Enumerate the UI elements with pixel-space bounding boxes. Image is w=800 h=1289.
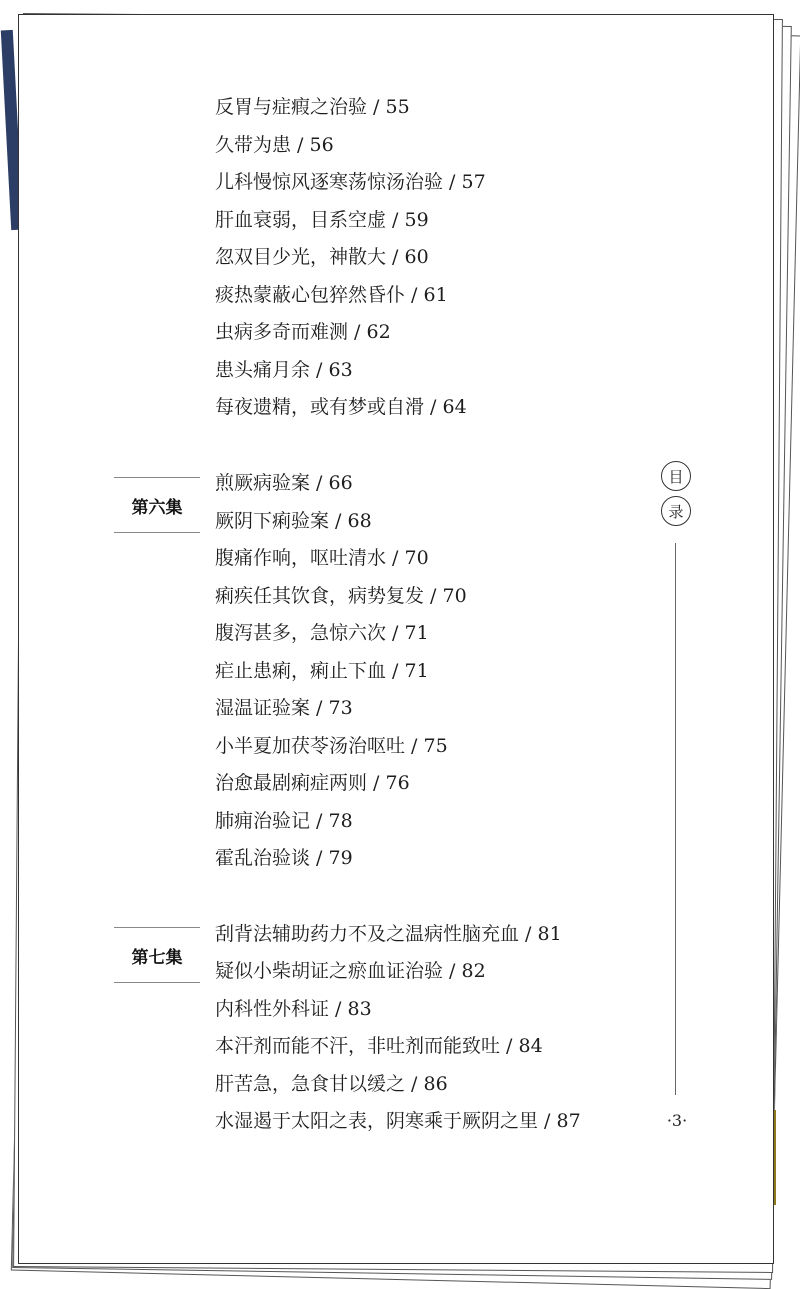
side-rule xyxy=(675,543,676,1095)
toc-entry: 厥阴下痢验案 / 68 xyxy=(215,510,372,532)
toc-entry: 虫病多奇而难测 / 62 xyxy=(215,321,391,343)
toc-entry: 忽双目少光，神散大 / 60 xyxy=(215,246,429,268)
toc-entry: 内科性外科证 / 83 xyxy=(215,998,372,1020)
toc-entry: 痢疾任其饮食，病势复发 / 70 xyxy=(215,585,467,607)
toc-entry: 疟止患痢，痢止下血 / 71 xyxy=(215,660,429,682)
toc-entry: 湿温证验案 / 73 xyxy=(215,697,353,719)
toc-entry: 腹痛作响，呕吐清水 / 70 xyxy=(215,547,429,569)
toc-entry: 痰热蒙蔽心包猝然昏仆 / 61 xyxy=(215,284,448,306)
toc-entry: 煎厥病验案 / 66 xyxy=(215,472,353,494)
toc-entry: 霍乱治验谈 / 79 xyxy=(215,847,353,869)
section-heading-6: 第六集 xyxy=(114,477,200,533)
toc-entry: 反胃与症瘕之治验 / 55 xyxy=(215,96,410,118)
toc-entry: 腹泻甚多，急惊六次 / 71 xyxy=(215,622,429,644)
toc-entry: 儿科慢惊风逐寒荡惊汤治验 / 57 xyxy=(215,171,486,193)
toc-entry: 水湿遏于太阳之表，阴寒乘于厥阴之里 / 87 xyxy=(215,1110,581,1132)
toc-entry: 每夜遗精，或有梦或自滑 / 64 xyxy=(215,396,467,418)
toc-entry: 本汗剂而能不汗，非吐剂而能致吐 / 84 xyxy=(215,1035,543,1057)
section-heading-7: 第七集 xyxy=(114,927,200,983)
toc-entry: 治愈最剧痢症两则 / 76 xyxy=(215,772,410,794)
toc-entry: 小半夏加茯苓汤治呕吐 / 75 xyxy=(215,735,448,757)
toc-entry: 肺痈治验记 / 78 xyxy=(215,810,353,832)
toc-entry: 疑似小柴胡证之瘀血证治验 / 82 xyxy=(215,960,486,982)
toc-entry: 刮背法辅助药力不及之温病性脑充血 / 81 xyxy=(215,923,562,945)
toc-entry: 患头痛月余 / 63 xyxy=(215,359,353,381)
toc-page xyxy=(18,14,774,1264)
page-number: ·3· xyxy=(666,1111,688,1130)
toc-entry: 肝血衰弱，目系空虚 / 59 xyxy=(215,209,429,231)
side-label-lu: 录 xyxy=(661,496,691,526)
side-label-mu: 目 xyxy=(661,461,691,491)
toc-entry: 久带为患 / 56 xyxy=(215,134,334,156)
toc-entry: 肝苦急，急食甘以缓之 / 86 xyxy=(215,1073,448,1095)
